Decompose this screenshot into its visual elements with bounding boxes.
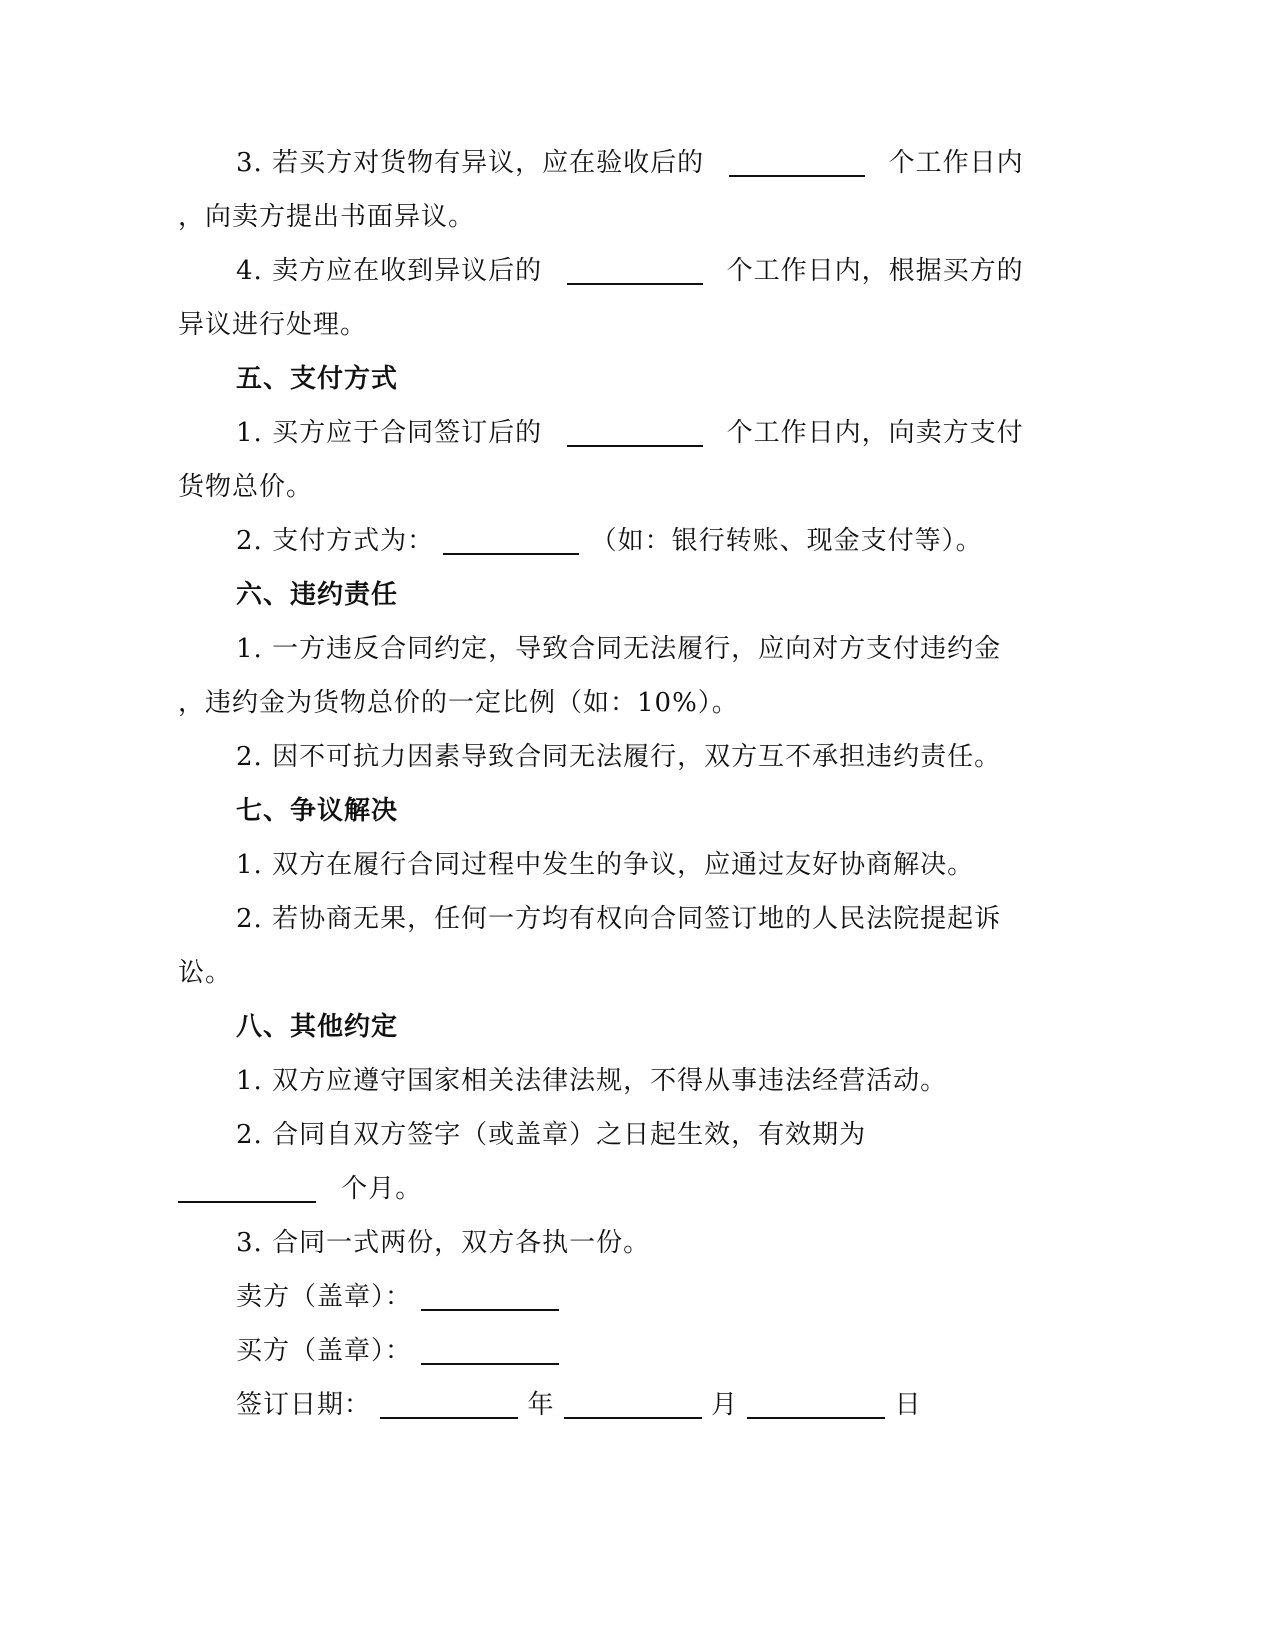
clause-text: 异议进行处理。	[178, 310, 368, 340]
clause-5-1-line-2	[178, 470, 313, 504]
clause-text: 2. 支付方式为：	[236, 526, 435, 556]
seller-label: 卖方（盖章）：	[236, 1282, 413, 1312]
clause-text: 讼。	[178, 958, 233, 988]
fill-blank[interactable]	[729, 175, 865, 177]
clause-text: 4. 卖方应在收到异议后的	[236, 256, 543, 286]
buyer-signature-line	[236, 1334, 559, 1368]
clause-text: 1. 买方应于合同签订后的	[236, 418, 543, 448]
section-heading-breach: 六、违约责任	[236, 580, 399, 610]
fill-blank[interactable]	[178, 1201, 316, 1203]
day-label: 日	[894, 1390, 922, 1420]
clause-text: 1. 双方应遵守国家相关法律法规，不得从事违法经营活动。	[236, 1066, 948, 1096]
section-heading-payment: 五、支付方式	[236, 364, 399, 394]
clause-5-1-line-1	[236, 416, 1024, 450]
clause-text: 3. 合同一式两份，双方各执一份。	[236, 1228, 651, 1258]
clause-5-2	[236, 524, 983, 558]
fill-blank[interactable]	[443, 553, 579, 555]
clause-text: 个工作日内，向卖方支付	[726, 418, 1024, 448]
clause-6-1-line-1	[236, 632, 1001, 666]
year-label: 年	[527, 1390, 555, 1420]
clause-text: 2. 若协商无果，任何一方均有权向合同签订地的人民法院提起诉	[236, 904, 1002, 934]
clause-4-4-line-2	[178, 308, 367, 342]
clause-6-2	[236, 740, 1001, 774]
clause-text: 3. 若买方对货物有异议，应在验收后的	[236, 148, 705, 178]
clause-8-1	[236, 1064, 947, 1098]
clause-8-2-line-1	[236, 1118, 866, 1152]
clause-4-3-line-2	[178, 200, 475, 234]
clause-4-4-line-1	[236, 254, 1024, 288]
clause-4-3-line-1	[236, 146, 1024, 180]
month-label: 月	[711, 1390, 739, 1420]
buyer-label: 买方（盖章）：	[236, 1336, 413, 1366]
clause-7-2-line-1	[236, 902, 1001, 936]
clause-text: 货物总价。	[178, 472, 314, 502]
buyer-signature-field[interactable]	[421, 1363, 559, 1365]
clause-text: 1. 一方违反合同约定，导致合同无法履行，应向对方支付违约金	[236, 634, 1002, 664]
fill-blank[interactable]	[567, 283, 703, 285]
year-field[interactable]	[380, 1417, 518, 1419]
section-heading-other: 八、其他约定	[236, 1012, 399, 1042]
fill-blank[interactable]	[567, 445, 703, 447]
date-label: 签订日期：	[236, 1390, 372, 1420]
clause-text: ，违约金为货物总价的一定比例（如：10%）。	[178, 688, 739, 718]
clause-7-2-line-2	[178, 956, 232, 990]
clause-text: 2. 因不可抗力因素导致合同无法履行，双方互不承担违约责任。	[236, 742, 1002, 772]
clause-text: 1. 双方在履行合同过程中发生的争议，应通过友好协商解决。	[236, 850, 975, 880]
section-heading-dispute: 七、争议解决	[236, 796, 399, 826]
signing-date-line	[236, 1388, 922, 1422]
clause-8-2-line-2	[178, 1172, 422, 1206]
seller-signature-field[interactable]	[421, 1309, 559, 1311]
clause-6-1-line-2	[178, 686, 739, 720]
clause-text: 个工作日内，根据买方的	[726, 256, 1024, 286]
clause-text: 个月。	[341, 1174, 423, 1204]
seller-signature-line	[236, 1280, 559, 1314]
clause-8-3	[236, 1226, 650, 1260]
day-field[interactable]	[747, 1417, 885, 1419]
month-field[interactable]	[564, 1417, 702, 1419]
clause-text: 个工作日内	[888, 148, 1024, 178]
clause-text: 2. 合同自双方签字（或盖章）之日起生效，有效期为	[236, 1120, 867, 1150]
clause-text: （如：银行转账、现金支付等）。	[590, 526, 983, 556]
clause-text: ，向卖方提出书面异议。	[178, 202, 476, 232]
clause-7-1	[236, 848, 974, 882]
